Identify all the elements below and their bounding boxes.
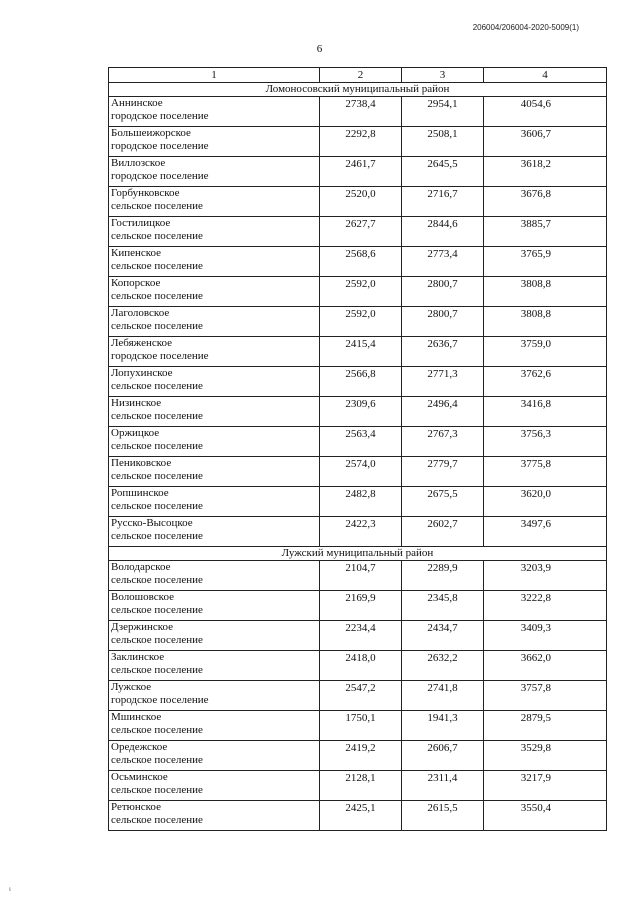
value-col-4: 4054,6	[484, 97, 607, 127]
footer-mark: ɩ	[9, 885, 11, 893]
value-col-3: 2675,5	[402, 487, 484, 517]
value-col-3: 2800,7	[402, 277, 484, 307]
table-row	[109, 187, 607, 217]
value-col-4: 3497,6	[484, 517, 607, 547]
table-row	[109, 651, 607, 681]
value-col-4: 3885,7	[484, 217, 607, 247]
value-col-3: 2615,5	[402, 801, 484, 831]
settlement-name: Волошовское сельское поселение	[109, 591, 320, 621]
table-row	[109, 771, 607, 801]
page-number: 6	[316, 43, 323, 55]
value-col-4: 3662,0	[484, 651, 607, 681]
value-col-2: 2128,1	[320, 771, 402, 801]
value-col-2: 2592,0	[320, 307, 402, 337]
table-row	[109, 741, 607, 771]
settlement-name: Копорское сельское поселение	[109, 277, 320, 307]
settlement-name: Осьминское сельское поселение	[109, 771, 320, 801]
value-col-2: 2574,0	[320, 457, 402, 487]
value-col-4: 3762,6	[484, 367, 607, 397]
value-col-3: 2434,7	[402, 621, 484, 651]
value-col-3: 2645,5	[402, 157, 484, 187]
value-col-4: 3222,8	[484, 591, 607, 621]
table-header-row	[109, 68, 607, 83]
value-col-4: 3618,2	[484, 157, 607, 187]
table-row	[109, 217, 607, 247]
value-col-3: 2716,7	[402, 187, 484, 217]
header-col-4: 4	[484, 68, 607, 83]
settlement-name: Володарское сельское поселение	[109, 561, 320, 591]
value-col-2: 2563,4	[320, 427, 402, 457]
table-row	[109, 487, 607, 517]
value-col-3: 2636,7	[402, 337, 484, 367]
settlement-name: Лаголовское сельское поселение	[109, 307, 320, 337]
value-col-2: 2461,7	[320, 157, 402, 187]
value-col-2: 1750,1	[320, 711, 402, 741]
value-col-2: 2627,7	[320, 217, 402, 247]
value-col-2: 2592,0	[320, 277, 402, 307]
value-col-3: 2771,3	[402, 367, 484, 397]
value-col-2: 2234,4	[320, 621, 402, 651]
settlement-name: Виллозское городское поселение	[109, 157, 320, 187]
value-col-2: 2418,0	[320, 651, 402, 681]
settlement-name: Ропшинское сельское поселение	[109, 487, 320, 517]
value-col-2: 2566,8	[320, 367, 402, 397]
settlement-name: Мшинское сельское поселение	[109, 711, 320, 741]
value-col-4: 3217,9	[484, 771, 607, 801]
value-col-3: 2741,8	[402, 681, 484, 711]
value-col-4: 3676,8	[484, 187, 607, 217]
value-col-2: 2520,0	[320, 187, 402, 217]
document-id: 206004/206004-2020-5009(1)	[472, 23, 579, 32]
section-title: Лужский муниципальный район	[109, 547, 607, 561]
table-row	[109, 307, 607, 337]
settlement-name: Оредежское сельское поселение	[109, 741, 320, 771]
value-col-2: 2482,8	[320, 487, 402, 517]
table-row	[109, 561, 607, 591]
settlement-name: Низинское сельское поселение	[109, 397, 320, 427]
value-col-2: 2415,4	[320, 337, 402, 367]
table-row	[109, 157, 607, 187]
table-row	[109, 427, 607, 457]
value-col-3: 2508,1	[402, 127, 484, 157]
header-col-2: 2	[320, 68, 402, 83]
table-row	[109, 621, 607, 651]
table-row	[109, 127, 607, 157]
settlement-name: Аннинское городское поселение	[109, 97, 320, 127]
value-col-3: 2632,2	[402, 651, 484, 681]
value-col-4: 3606,7	[484, 127, 607, 157]
settlement-name: Гостилицкое сельское поселение	[109, 217, 320, 247]
value-col-2: 2292,8	[320, 127, 402, 157]
settlement-name: Лебяженское городское поселение	[109, 337, 320, 367]
section-row	[109, 83, 607, 97]
value-col-3: 2779,7	[402, 457, 484, 487]
value-col-3: 2773,4	[402, 247, 484, 277]
table-row	[109, 517, 607, 547]
value-col-2: 2309,6	[320, 397, 402, 427]
table-row	[109, 711, 607, 741]
value-col-3: 1941,3	[402, 711, 484, 741]
settlement-name: Лужское городское поселение	[109, 681, 320, 711]
table-row	[109, 457, 607, 487]
data-table	[108, 67, 607, 831]
table-row	[109, 247, 607, 277]
value-col-2: 2738,4	[320, 97, 402, 127]
value-col-4: 3759,0	[484, 337, 607, 367]
settlement-name: Оржицкое сельское поселение	[109, 427, 320, 457]
value-col-4: 3203,9	[484, 561, 607, 591]
value-col-2: 2425,1	[320, 801, 402, 831]
section-row	[109, 547, 607, 561]
table-row	[109, 367, 607, 397]
table-row	[109, 97, 607, 127]
value-col-4: 3775,8	[484, 457, 607, 487]
settlement-name: Ретюнское сельское поселение	[109, 801, 320, 831]
value-col-2: 2568,6	[320, 247, 402, 277]
value-col-4: 3409,3	[484, 621, 607, 651]
value-col-3: 2844,6	[402, 217, 484, 247]
value-col-4: 3550,4	[484, 801, 607, 831]
header-col-1: 1	[109, 68, 320, 83]
value-col-2: 2104,7	[320, 561, 402, 591]
value-col-4: 3756,3	[484, 427, 607, 457]
value-col-4: 3765,9	[484, 247, 607, 277]
value-col-3: 2767,3	[402, 427, 484, 457]
settlement-name: Заклинское сельское поселение	[109, 651, 320, 681]
value-col-3: 2345,8	[402, 591, 484, 621]
section-title: Ломоносовский муниципальный район	[109, 83, 607, 97]
settlement-name: Дзержинское сельское поселение	[109, 621, 320, 651]
header-col-3: 3	[402, 68, 484, 83]
value-col-3: 2496,4	[402, 397, 484, 427]
value-col-3: 2606,7	[402, 741, 484, 771]
settlement-name: Кипенское сельское поселение	[109, 247, 320, 277]
value-col-3: 2954,1	[402, 97, 484, 127]
value-col-2: 2547,2	[320, 681, 402, 711]
value-col-3: 2602,7	[402, 517, 484, 547]
value-col-3: 2800,7	[402, 307, 484, 337]
settlement-name: Большеижорское городское поселение	[109, 127, 320, 157]
table-row	[109, 277, 607, 307]
value-col-4: 3757,8	[484, 681, 607, 711]
value-col-2: 2169,9	[320, 591, 402, 621]
table-row	[109, 801, 607, 831]
value-col-2: 2422,3	[320, 517, 402, 547]
settlement-name: Лопухинское сельское поселение	[109, 367, 320, 397]
settlement-name: Горбунковское сельское поселение	[109, 187, 320, 217]
value-col-4: 3620,0	[484, 487, 607, 517]
table-row	[109, 591, 607, 621]
value-col-4: 3808,8	[484, 307, 607, 337]
settlement-name: Русско-Высоцкое сельское поселение	[109, 517, 320, 547]
value-col-4: 3808,8	[484, 277, 607, 307]
value-col-3: 2311,4	[402, 771, 484, 801]
table-row	[109, 681, 607, 711]
value-col-4: 3416,8	[484, 397, 607, 427]
value-col-4: 3529,8	[484, 741, 607, 771]
settlement-name: Пениковское сельское поселение	[109, 457, 320, 487]
value-col-4: 2879,5	[484, 711, 607, 741]
table-row	[109, 397, 607, 427]
table-row	[109, 337, 607, 367]
value-col-2: 2419,2	[320, 741, 402, 771]
value-col-3: 2289,9	[402, 561, 484, 591]
